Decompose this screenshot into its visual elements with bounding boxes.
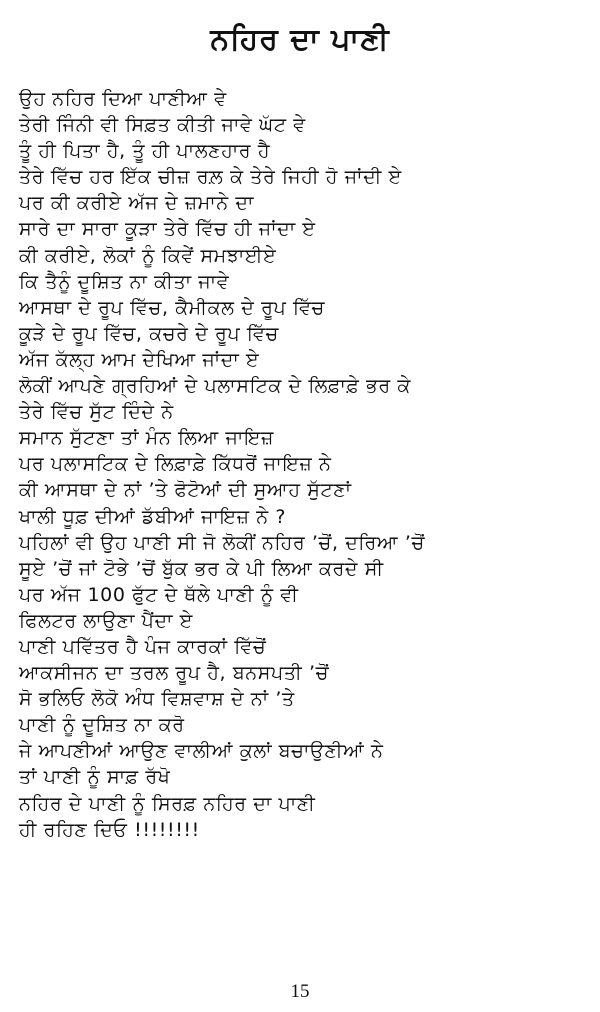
poem-line: ਅੱਜ ਕੱਲ੍ਹ ਆਮ ਦੇਖਿਆ ਜਾਂਦਾ ਏ xyxy=(19,348,260,371)
poem-line: ਹੀ ਰਹਿਣ ਦਿਓ !!!!!!!! xyxy=(19,818,200,841)
poem-line: ਪਰ ਕੀ ਕਰੀਏ ਅੱਜ ਦੇ ਜ਼ਮਾਨੇ ਦਾ xyxy=(19,192,254,215)
poem-line: ਪਾਣੀ ਪਵਿੱਤਰ ਹੈ ਪੰਜ ਕਾਰਕਾਂ ਵਿੱਚੋਂ xyxy=(19,635,267,658)
poem-line: ਲੋਕੀਂ ਆਪਣੇ ਗ੍ਰਹਿਆਂ ਦੇ ਪਲਾਸਟਿਕ ਦੇ ਲਿਫ਼ਾਫ਼ੇ ਭਰ ਕੇ xyxy=(19,375,411,398)
poem-line: ਸਾਰੇ ਦਾ ਸਾਰਾ ਕੂੜਾ ਤੇਰੇ ਵਿੱਚ ਹੀ ਜਾਂਦਾ ਏ xyxy=(19,218,316,241)
poem-line: ਸੂਏ ’ਚੋਂ ਜਾਂ ਟੋਭੇ ’ਚੋਂ ਬੁੱਕ ਭਰ ਕੇ ਪੀ ਲਿਆ ਕਰਦੇ ਸੀ xyxy=(19,557,384,580)
poem-line: ਖਾਲੀ ਧੂਫ਼ ਦੀਆਂ ਡੱਬੀਆਂ ਜਾਇਜ਼ ਨੇ ? xyxy=(19,505,287,528)
poem-line: ਫਿਲਟਰ ਲਾਉਣਾ ਪੈਂਦਾ ਏ xyxy=(19,609,193,632)
poem-line: ਆਕਸੀਜਨ ਦਾ ਤਰਲ ਰੂਪ ਹੈ, ਬਨਸਪਤੀ ’ਚੋਂ xyxy=(19,662,330,685)
poem-line: ਤੂੰ ਹੀ ਪਿਤਾ ਹੈ, ਤੂੰ ਹੀ ਪਾਲਣਹਾਰ ਹੈ xyxy=(19,140,271,163)
poem-line: ਪਰ ਪਲਾਸਟਿਕ ਦੇ ਲਿਫ਼ਾਫ਼ੇ ਕਿੱਧਰੋਂ ਜਾਇਜ਼ ਨੇ xyxy=(19,453,332,476)
poem-body xyxy=(19,86,589,843)
poem-line: ਆਸਥਾ ਦੇ ਰੂਪ ਵਿੱਚ, ਕੈਮੀਕਲ ਦੇ ਰੂਪ ਵਿੱਚ xyxy=(19,296,325,319)
poem-line: ਤਾਂ ਪਾਣੀ ਨੂੰ ਸਾਫ਼ ਰੱਖੋ xyxy=(19,766,171,789)
poem-line: ਤੇਰੇ ਵਿੱਚ ਹਰ ਇੱਕ ਚੀਜ਼ ਰਲ਼ ਕੇ ਤੇਰੇ ਜਿਹੀ ਹੋ ਜਾਂਦੀ ਏ xyxy=(19,166,402,189)
poem-line: ਸੋ ਭਲਿਓ ਲੋਕੋ ਅੰਧ ਵਿਸ਼ਵਾਸ਼ ਦੇ ਨਾਂ ’ਤੇ xyxy=(19,688,295,711)
poem-line: ਸਮਾਨ ਸੁੱਟਣਾ ਤਾਂ ਮੰਨ ਲਿਆ ਜਾਇਜ਼ xyxy=(19,427,274,450)
poem-line: ਕਿ ਤੈਨੂੰ ਦੂਸ਼ਿਤ ਨਾ ਕੀਤਾ ਜਾਵੇ xyxy=(19,270,230,293)
poem-line: ਨਹਿਰ ਦੇ ਪਾਣੀ ਨੂੰ ਸਿਰਫ਼ ਨਹਿਰ ਦਾ ਪਾਣੀ xyxy=(19,792,316,815)
page-number: 15 xyxy=(290,981,310,1002)
poem-line: ਪਾਣੀ ਨੂੰ ਦੂਸ਼ਿਤ ਨਾ ਕਰੋ xyxy=(19,714,185,737)
poem-line: ਪਹਿਲਾਂ ਵੀ ਉਹ ਪਾਣੀ ਸੀ ਜੋ ਲੋਕੀਂ ਨਹਿਰ ’ਚੋਂ, ਦਰਿਆ ’ਚੋਂ xyxy=(19,531,425,554)
poem-line: ਕੀ ਆਸਥਾ ਦੇ ਨਾਂ ’ਤੇ ਫੋਟੋਆਂ ਦੀ ਸੁਆਹ ਸੁੱਟਣਾਂ xyxy=(19,479,352,502)
poem-line: ਉਹ ਨਹਿਰ ਦਿਆ ਪਾਣੀਆ ਵੇ xyxy=(19,88,227,110)
poem-line: ਕੀ ਕਰੀਏ, ਲੋਕਾਂ ਨੂੰ ਕਿਵੇਂ ਸਮਝਾਈਏ xyxy=(19,244,277,267)
poem-line: ਤੇਰੀ ਜਿੰਨੀ ਵੀ ਸਿਫ਼ਤ ਕੀਤੀ ਜਾਵੇ ਘੱਟ ਵੇ xyxy=(19,114,306,137)
page-title: ਨਹਿਰ ਦਾ ਪਾਣੀ xyxy=(210,22,390,57)
poem-line: ਤੇਰੇ ਵਿੱਚ ਸੁੱਟ ਦਿੰਦੇ ਨੇ xyxy=(19,401,174,424)
poem-line: ਜੇ ਆਪਣੀਆਂ ਆਉਣ ਵਾਲੀਆਂ ਕੁਲਾਂ ਬਚਾਉਣੀਆਂ ਨੇ xyxy=(19,740,384,763)
poem-line: ਪਰ ਅੱਜ 100 ਫੁੱਟ ਦੇ ਥੱਲੇ ਪਾਣੀ ਨੂੰ ਵੀ xyxy=(19,583,299,606)
poem-line: ਕੂੜੇ ਦੇ ਰੂਪ ਵਿੱਚ, ਕਚਰੇ ਦੇ ਰੂਪ ਵਿੱਚ xyxy=(19,322,279,345)
